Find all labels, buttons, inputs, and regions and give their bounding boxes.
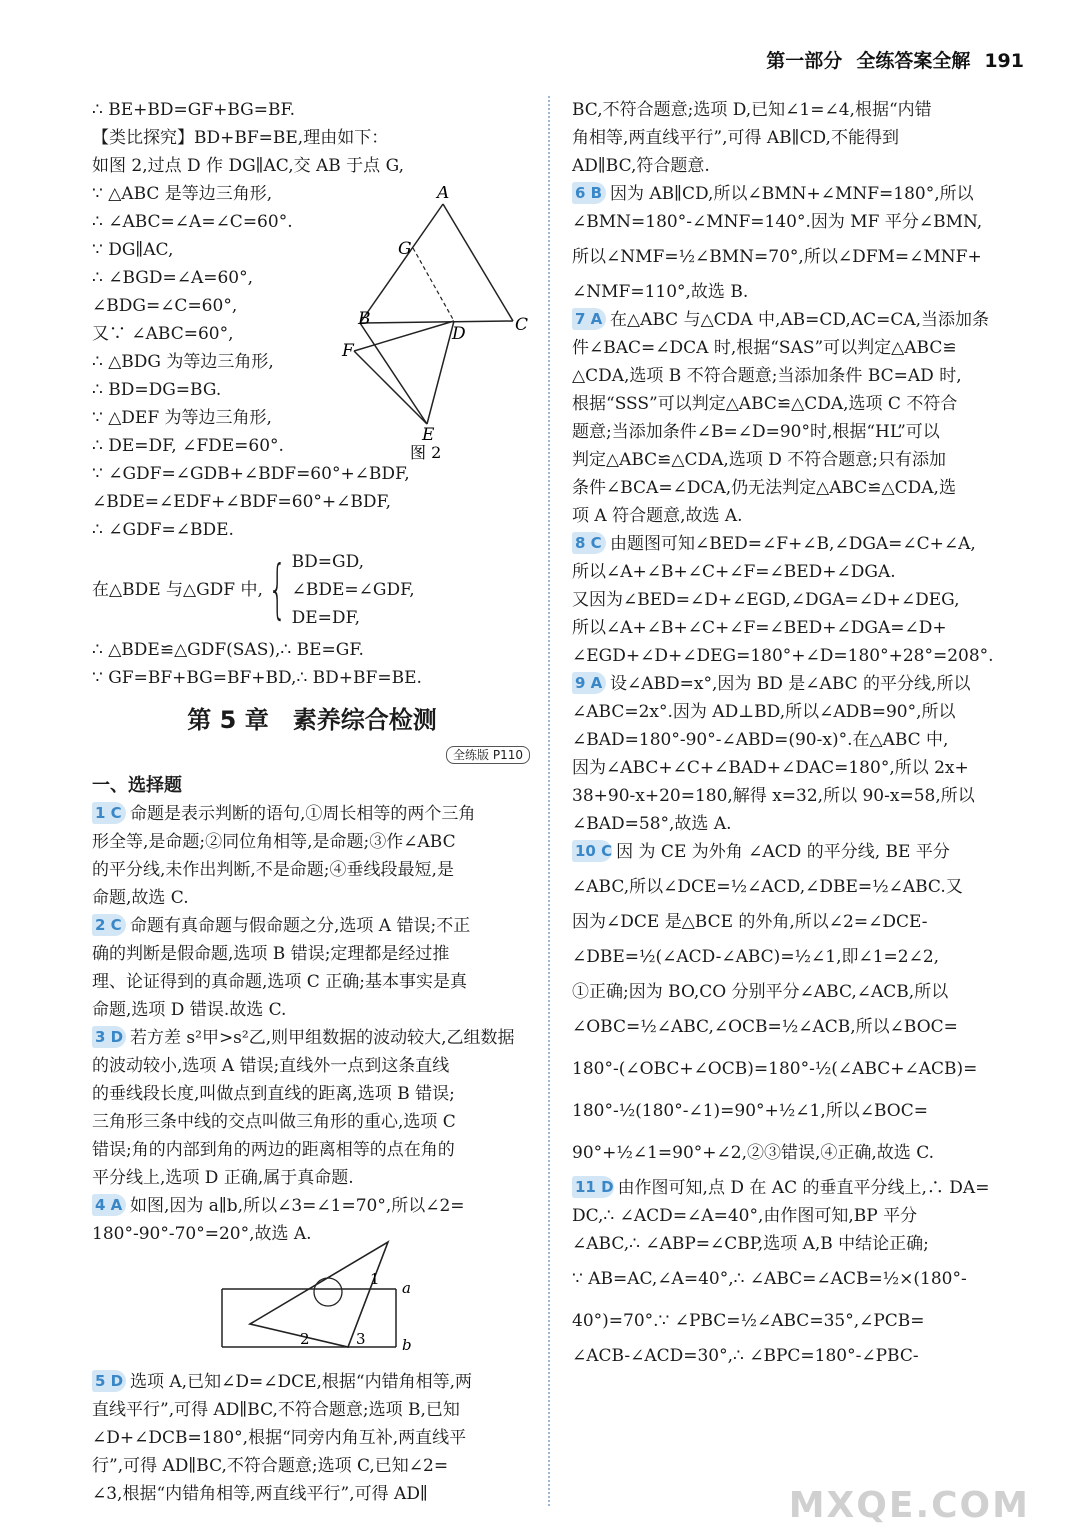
figure-caption: 图 2 <box>410 443 442 462</box>
text-line: ∠BAD=180°-90°-∠ABD=(90-x)°.在△ABC 中, <box>572 730 949 750</box>
text-line: AD∥BC,符合题意. <box>572 156 710 176</box>
label-C: C <box>515 315 529 335</box>
label-G: G <box>398 239 412 259</box>
text-line: 180°-(∠OBC+∠OCB)=180°-½(∠ABC+∠ACB)= <box>572 1059 978 1079</box>
watermark: MXQE.COM <box>788 1485 1030 1526</box>
text-line: ∠ACB-∠ACD=30°,∴ ∠BPC=180°-∠PBC- <box>572 1346 919 1366</box>
figure-4-diagram <box>218 1232 428 1352</box>
text-line: ∠BDE=∠EDF+∠BDF=60°+∠BDF, <box>92 492 392 512</box>
text-line: ∠EGD+∠D+∠DEG=180°+∠D=180°+28°=208°. <box>572 646 994 666</box>
text-line: 如图 2,过点 D 作 DG∥AC,交 AB 于点 G, <box>92 156 404 176</box>
text-line: ∴ BD=DG=BG. <box>92 380 222 400</box>
text-line: 题意;当添加条件∠B=∠D=90°时,根据“HL”可以 <box>572 422 940 442</box>
question-2: 2 C 命题有真命题与假命题之分,选项 A 错误;不正 <box>92 912 532 940</box>
header-section: 第一部分 <box>766 50 843 72</box>
question-1: 1 C 命题是表示判断的语句,①周长相等的两个三角 <box>92 800 532 828</box>
figure-2-diagram <box>340 186 540 466</box>
text-line: 所以∠NMF=½∠BMN=70°,所以∠DFM=∠MNF+ <box>572 247 982 267</box>
chapter-title: 第 5 章 素养综合检测 <box>187 706 437 734</box>
question-7: 7 A 在△ABC 与△CDA 中,AB=CD,AC=CA,当添加条 <box>572 306 1028 334</box>
text-line: 理、论证得到的真命题,选项 C 正确;基本事实是真 <box>92 972 467 992</box>
text-line: ∵ GF=BF+BG=BF+BD,∴ BD+BF=BE. <box>92 668 422 688</box>
text-line: DC,∴ ∠ACD=∠A=40°,由作图可知,BP 平分 <box>572 1206 918 1226</box>
question-6: 6 B 因为 AB∥CD,所以∠BMN+∠MNF=180°,所以 <box>572 180 1028 208</box>
text-line: ∵ ∠GDF=∠GDB+∠BDF=60°+∠BDF, <box>92 464 410 484</box>
text-line: ∴ △BDE≌△GDF(SAS),∴ BE=GF. <box>92 640 364 660</box>
answer-badge: 9 A <box>572 672 606 694</box>
column-divider <box>548 96 550 1506</box>
header-title: 全练答案全解 <box>856 50 971 72</box>
text-line: 【类比探究】BD+BF=BE,理由如下： <box>92 128 389 148</box>
label-D: D <box>452 324 466 344</box>
text-line: 因为∠ABC+∠C+∠BAD+∠DAC=180°,所以 2x+ <box>572 758 969 778</box>
question-4: 4 A 如图,因为 a∥b,所以∠3=∠1=70°,所以∠2= <box>92 1192 532 1220</box>
text-line: ∵ △ABC 是等边三角形, <box>92 184 273 204</box>
text-line: 错误;角的内部到角的两边的距离相等的点在角的 <box>92 1140 455 1160</box>
condition-line: ∠BDE=∠GDF, <box>291 580 415 600</box>
text-line: 命题,故选 C. <box>92 888 189 908</box>
text-line: 根据“SSS”可以判定△ABC≌△CDA,选项 C 不符合 <box>572 394 958 414</box>
angle-label-1: 1 <box>370 1270 380 1288</box>
text-line: ∠NMF=110°,故选 B. <box>572 282 749 302</box>
text-line: 38+90-x+20=180,解得 x=32,所以 90-x=58,所以 <box>572 786 975 806</box>
text-line: 判定△ABC≌△CDA,选项 D 不符合题意;只有添加 <box>572 450 946 470</box>
text-line: 180°-½(180°-∠1)=90°+½∠1,所以∠BOC= <box>572 1101 928 1121</box>
text-line: 90°+½∠1=90°+∠2,②③错误,④正确,故选 C. <box>572 1143 935 1163</box>
text-line: ∴ ∠ABC=∠A=∠C=60°. <box>92 212 293 232</box>
answer-badge: 7 A <box>572 308 606 330</box>
answer-badge: 3 D <box>92 1026 126 1048</box>
text-line: ∵ DG∥AC, <box>92 240 174 260</box>
text-line: ∠OBC=½∠ABC,∠OCB=½∠ACB,所以∠BOC= <box>572 1017 958 1037</box>
text-line: ∠BDG=∠C=60°, <box>92 296 238 316</box>
text-line: 180°-90°-70°=20°,故选 A. <box>92 1224 312 1244</box>
angle-label-2: 2 <box>300 1330 310 1348</box>
label-E: E <box>422 425 435 445</box>
text-line: ∴ ∠GDF=∠BDE. <box>92 520 234 540</box>
text-line: 确的判断是假命题,选项 B 错误;定理都是经过推 <box>92 944 450 964</box>
line-label-a: a <box>402 1279 411 1297</box>
text-line: 命题,选项 D 错误.故选 C. <box>92 1000 287 1020</box>
text-line: 角相等,两直线平行”,可得 AB∥CD,不能得到 <box>572 128 899 148</box>
text-line: 又因为∠BED=∠D+∠EGD,∠DGA=∠D+∠DEG, <box>572 590 960 610</box>
text-line: 直线平行”,可得 AD∥BC,不符合题意;选项 B,已知 <box>92 1400 460 1420</box>
text-line: 三角形三条中线的交点叫做三角形的重心,选项 C <box>92 1112 456 1132</box>
text-line: 项 A 符合题意,故选 A. <box>572 506 743 526</box>
answer-badge: 11 D <box>572 1176 614 1198</box>
label-F: F <box>342 341 354 361</box>
text-line: 又∵ ∠ABC=60°, <box>92 324 234 344</box>
text-line: ∠ABC,∴ ∠ABP=∠CBP,选项 A,B 中结论正确; <box>572 1234 929 1254</box>
question-5: 5 D 选项 A,已知∠D=∠DCE,根据“内错角相等,两 <box>92 1368 532 1396</box>
question-3: 3 D 若方差 s²甲>s²乙,则甲组数据的波动较大,乙组数据 <box>92 1024 532 1052</box>
label-A: A <box>437 186 450 203</box>
answer-badge: 4 A <box>92 1194 126 1216</box>
text-line: ∴ △BDG 为等边三角形, <box>92 352 274 372</box>
text-line: 的垂线段长度,叫做点到直线的距离,选项 B 错误; <box>92 1084 455 1104</box>
answer-badge: 2 C <box>92 914 126 936</box>
text-line: 的平分线,未作出判断,不是命题;④垂线段最短,是 <box>92 860 454 880</box>
text-line: ∠BMN=180°-∠MNF=140°.因为 MF 平分∠BMN, <box>572 212 983 232</box>
text-line: 所以∠A+∠B+∠C+∠F=∠BED+∠DGA=∠D+ <box>572 618 947 638</box>
text-line: 形全等,是命题;②同位角相等,是命题;③作∠ABC <box>92 832 456 852</box>
page-header <box>752 46 1024 73</box>
answer-badge: 6 B <box>572 182 606 204</box>
section-heading: 一、选择题 <box>92 775 182 796</box>
condition-line: BD=GD, <box>291 552 364 572</box>
chapter-tag: 全练版 P110 <box>446 746 530 764</box>
text-line: ∵ AB=AC,∠A=40°,∴ ∠ABC=∠ACB=½×(180°- <box>572 1269 967 1289</box>
text-line: ∠DBE=½(∠ACD-∠ABC)=½∠1,即∠1=2∠2, <box>572 947 940 967</box>
text-line: ∵ △DEF 为等边三角形, <box>92 408 272 428</box>
text-line: ∴ BE+BD=GF+BG=BF. <box>92 100 296 120</box>
question-8: 8 C 由题图可知∠BED=∠F+∠B,∠DGA=∠C+∠A, <box>572 530 1028 558</box>
text-line: ∠D+∠DCB=180°,根据“同旁内角互补,两直线平 <box>92 1428 467 1448</box>
answer-badge: 10 C <box>572 840 612 862</box>
text-line: ∴ ∠BGD=∠A=60°, <box>92 268 254 288</box>
question-9: 9 A 设∠ABD=x°,因为 BD 是∠ABC 的平分线,所以 <box>572 670 1028 698</box>
text-line: ∠BAD=58°,故选 A. <box>572 814 732 834</box>
answer-badge: 5 D <box>92 1370 126 1392</box>
text-line: 行”,可得 AD∥BC,不符合题意;选项 C,已知∠2= <box>92 1456 449 1476</box>
text-line: ①正确;因为 BO,CO 分别平分∠ABC,∠ACB,所以 <box>572 982 949 1002</box>
label-B: B <box>358 309 371 329</box>
line-label-b: b <box>402 1336 412 1352</box>
text-line: 条件∠BCA=∠DCA,仍无法判定△ABC≌△CDA,选 <box>572 478 956 498</box>
page-number: 191 <box>984 50 1024 72</box>
right-column <box>572 96 1028 1370</box>
brace-prefix: 在△BDE 与△GDF 中, <box>92 580 263 600</box>
text-line: 件∠BAC=∠DCA 时,根据“SAS”可以判定△ABC≌ <box>572 338 957 358</box>
text-line: ∠ABC,所以∠DCE=½∠ACD,∠DBE=½∠ABC.又 <box>572 877 963 897</box>
answer-badge: 1 C <box>92 802 126 824</box>
congruence-conditions <box>92 548 532 632</box>
text-line: 40°)=70°.∵ ∠PBC=½∠ABC=35°,∠PCB= <box>572 1311 925 1331</box>
angle-label-3: 3 <box>356 1330 366 1348</box>
text-line: ∠3,根据“内错角相等,两直线平行”,可得 AD∥ <box>92 1484 428 1504</box>
question-11: 11 D 由作图可知,点 D 在 AC 的垂直平分线上,∴ DA= <box>572 1174 1028 1202</box>
text-line: 因为∠DCE 是△BCE 的外角,所以∠2=∠DCE- <box>572 912 928 932</box>
text-line: BC,不符合题意;选项 D,已知∠1=∠4,根据“内错 <box>572 100 932 120</box>
text-line: 的波动较小,选项 A 错误;直线外一点到这条直线 <box>92 1056 450 1076</box>
text-line: ∴ DE=DF, ∠FDE=60°. <box>92 436 284 456</box>
text-line: 所以∠A+∠B+∠C+∠F=∠BED+∠DGA. <box>572 562 896 582</box>
text-line: △CDA,选项 B 不符合题意;当添加条件 BC=AD 时, <box>572 366 962 386</box>
condition-line: DE=DF, <box>291 608 361 628</box>
answer-badge: 8 C <box>572 532 606 554</box>
text-line: ∠ABC=2x°.因为 AD⊥BD,所以∠ADB=90°,所以 <box>572 702 956 722</box>
question-10: 10 C 因 为 CE 为外角 ∠ACD 的平分线, BE 平分 <box>572 838 1028 866</box>
brace-symbol: { <box>268 553 287 627</box>
text-line: 平分线上,选项 D 正确,属于真命题. <box>92 1168 354 1188</box>
